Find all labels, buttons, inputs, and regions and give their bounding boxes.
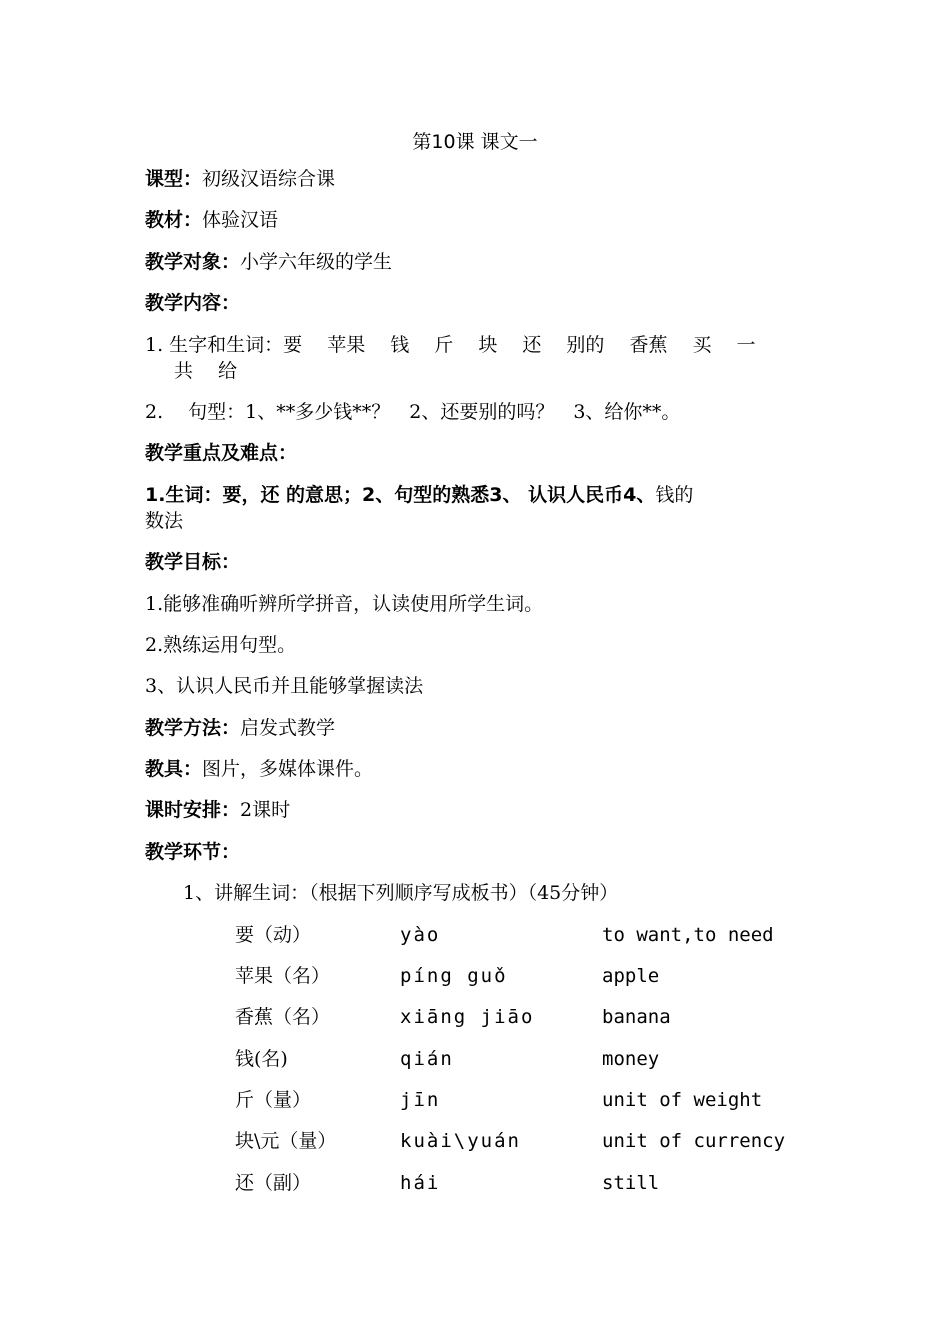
objective-item: 1.能够准确听辨所学拼音，认读使用所学生词。 xyxy=(145,593,544,615)
content-label: 教学内容： xyxy=(145,292,241,314)
course-type-line xyxy=(145,166,335,192)
course-type-value: 初级汉语综合课 xyxy=(202,168,336,190)
key-points-bold-text: 1.生词：要，还 的意思；2、句型的熟悉3、 认识人民币4、 xyxy=(145,484,656,506)
method-label: 教学方法： xyxy=(145,717,241,739)
vocab-english: still xyxy=(602,1172,660,1194)
textbook-label: 教材： xyxy=(145,209,203,231)
vocab-english: apple xyxy=(602,965,660,987)
vocab-english: to want,to need xyxy=(602,924,774,946)
objectives-label: 教学目标： xyxy=(145,551,241,573)
vocab-pinyin: yào xyxy=(400,924,441,946)
steps-heading xyxy=(145,839,240,865)
tools-value: 图片，多媒体课件。 xyxy=(202,758,374,780)
vocab-word: 香蕉（名） xyxy=(235,1006,331,1028)
page-title: 第10课 课文一 xyxy=(412,131,538,153)
vocab-english: banana xyxy=(602,1006,671,1028)
schedule-label: 课时安排： xyxy=(145,799,241,821)
schedule-line xyxy=(145,797,290,823)
key-points-rest-text: 钱的 xyxy=(655,484,694,506)
vocab-english: money xyxy=(602,1048,660,1070)
tools-label: 教具： xyxy=(145,758,203,780)
method-value: 启发式教学 xyxy=(240,717,336,739)
objective-item: 2.熟练运用句型。 xyxy=(145,634,297,656)
vocab-word: 斤（量） xyxy=(235,1089,312,1111)
content-item-1-line-1: 1. 生字和生词：要 苹果 钱 斤 块 还 别的 香蕉 买 一 xyxy=(145,334,756,356)
key-points-line-1 xyxy=(145,482,693,508)
vocab-english: unit of currency xyxy=(602,1130,786,1152)
key-points-heading xyxy=(145,440,297,466)
vocab-pinyin: kuài\yuán xyxy=(400,1130,521,1152)
objectives-heading xyxy=(145,549,240,575)
step-1: 1、讲解生词：（根据下列顺序写成板书）（45分钟） xyxy=(183,882,619,904)
textbook-value: 体验汉语 xyxy=(202,209,279,231)
vocab-pinyin: píng guǒ xyxy=(400,965,508,987)
vocab-word: 块\元（量） xyxy=(235,1130,337,1152)
method-line xyxy=(145,715,335,741)
content-heading xyxy=(145,290,240,316)
key-points-line-2: 数法 xyxy=(145,510,184,532)
key-points-label: 教学重点及难点： xyxy=(145,442,298,464)
vocab-word: 钱(名) xyxy=(235,1048,288,1070)
audience-label: 教学对象： xyxy=(145,251,241,273)
vocab-pinyin: xiāng jiāo xyxy=(400,1006,535,1028)
audience-value: 小学六年级的学生 xyxy=(240,251,393,273)
vocab-word: 还（副） xyxy=(235,1172,312,1194)
vocab-word: 要（动） xyxy=(235,924,312,946)
content-item-2: 2. 句型：1、**多少钱**？ 2、还要别的吗？ 3、给你**。 xyxy=(145,401,681,423)
audience-line xyxy=(145,249,392,275)
vocab-pinyin: jīn xyxy=(400,1089,441,1111)
objective-item: 3、认识人民币并且能够掌握读法 xyxy=(145,675,424,697)
schedule-value: 2课时 xyxy=(240,799,291,821)
vocab-pinyin: qián xyxy=(400,1048,454,1070)
steps-label: 教学环节： xyxy=(145,841,241,863)
vocab-word: 苹果（名） xyxy=(235,965,331,987)
vocab-pinyin: hái xyxy=(400,1172,441,1194)
content-item-1-line-2: 共 给 xyxy=(174,360,238,382)
textbook-line xyxy=(145,207,278,233)
course-type-label: 课型： xyxy=(145,168,203,190)
tools-line xyxy=(145,756,373,782)
vocab-english: unit of weight xyxy=(602,1089,763,1111)
